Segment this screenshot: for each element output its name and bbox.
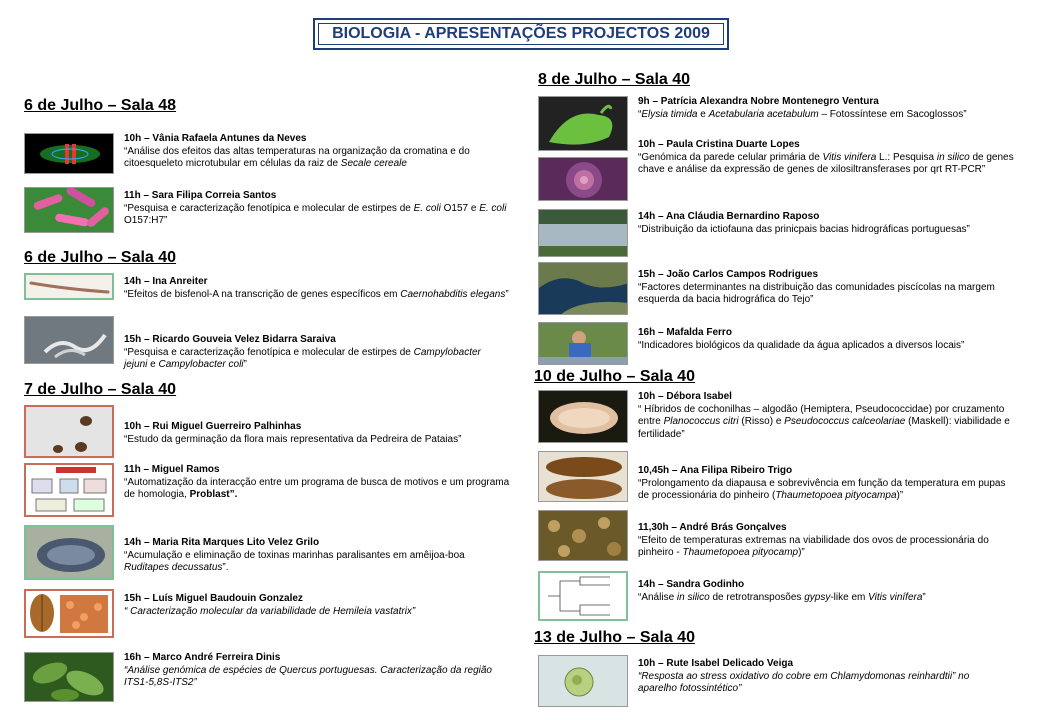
presenter: 10h – Rute Isabel Delicado Veiga	[638, 658, 794, 669]
species-name: Caernohabditis elegans	[400, 288, 506, 300]
sea-slug-image	[538, 96, 628, 151]
caterpillars-image	[538, 510, 628, 561]
presentation-entry	[638, 391, 1013, 441]
worm-image	[24, 273, 114, 300]
presentation-entry	[638, 139, 1018, 177]
species-name: Campylobacter coli	[158, 359, 244, 370]
algae-cell-image	[538, 655, 628, 707]
description: “ Híbridos de cochonilhas – algodão (Hemiptera, Pseudococcidae) por cruzamento entre	[638, 403, 1005, 427]
species-name: Hemileia vastatrix	[333, 605, 412, 617]
page-title: BIOLOGIA - APRESENTAÇÕES PROJECTOS 2009	[318, 23, 724, 45]
description: ”.	[229, 489, 238, 500]
day-heading: 10 de Julho – Sala 40	[534, 368, 695, 385]
species-name: Secale cereale	[340, 158, 407, 169]
pupae-image	[538, 451, 628, 502]
description: “Pesquisa e caracterização fenotípica e molecular de estirpes de	[124, 202, 414, 214]
presentation-entry	[638, 522, 1008, 560]
bacteria-image	[24, 187, 114, 233]
description: de genes chave e análise da expressão de genes de xilosiltransferases por qrt RT-PCR”	[638, 151, 1014, 175]
presentation-entry	[124, 334, 504, 372]
presentation-entry	[124, 276, 509, 301]
presenter: 11h – Miguel Ramos	[124, 464, 220, 475]
description: -like em	[830, 591, 869, 603]
presentation-entry	[124, 464, 514, 502]
presenter: 15h – Luís Miguel Baudouin Gonzalez	[124, 593, 303, 604]
description: “Análise genómica de espécies de Quercus portuguesas. Caracterização da região ITS1-5,8S-ITS2”	[124, 664, 492, 688]
presentation-entry	[638, 211, 998, 236]
presentation-entry	[638, 465, 1008, 503]
species-name: Thaumetopoea pityocampa	[775, 490, 897, 501]
presenter: 16h – Marco André Ferreira Dinis	[124, 652, 281, 663]
description: “Automatização da interacção entre um programa de busca de motivos e um programa de homologia,	[124, 476, 510, 500]
day-heading: 7 de Julho – Sala 40	[24, 381, 177, 398]
description: “	[638, 108, 642, 120]
presenter: 10h – Débora Isabel	[638, 391, 732, 402]
method-term: in silico	[676, 591, 710, 603]
description: de retrotransposões	[709, 591, 805, 603]
day-heading: 13 de Julho – Sala 40	[534, 629, 695, 646]
presenter: 11h – Sara Filipa Correia Santos	[124, 190, 277, 201]
species-name: Elysia timida	[641, 108, 698, 120]
presentation-entry	[124, 652, 499, 690]
description: “Prolongamento da diapausa e sobrevivência em função da temperatura em pupas de processionária do pinheiro (	[638, 477, 1006, 501]
description: ”	[505, 288, 509, 300]
presenter: 10h – Rui Miguel Guerreiro Palhinhas	[124, 421, 302, 432]
workflow-diagram-image	[24, 463, 114, 517]
presentation-entry	[124, 593, 514, 618]
description: (Risso) e	[738, 416, 785, 427]
presentation-entry	[124, 537, 509, 575]
presentation-entry	[638, 658, 1008, 696]
oak-leaves-image	[24, 652, 114, 702]
presenter: 9h – Patrícia Alexandra Nobre Montenegro Ventura	[638, 96, 879, 107]
description: “Genómica da parede celular primária de	[638, 151, 823, 163]
description: “Acumulação e eliminação de toxinas marinhas paralisantes em amêijoa-boa	[124, 549, 465, 561]
description: O157 e	[440, 202, 480, 214]
presenter: 14h – Ana Cláudia Bernardino Raposo	[638, 211, 820, 222]
spindle-image	[24, 133, 114, 174]
presentation-entry	[124, 133, 514, 171]
description: “ Caracterização molecular da variabilidade de	[124, 605, 333, 617]
presentation-entry	[638, 579, 1008, 604]
method-term: in silico	[936, 151, 970, 163]
description: ”	[243, 359, 247, 370]
presentation-entry	[124, 190, 519, 228]
presentation-entry	[638, 96, 1018, 121]
presenter: 10h – Vânia Rafaela Antunes da Neves	[124, 133, 307, 144]
presenter: 16h – Mafalda Ferro	[638, 327, 732, 338]
description: “Factores determinantes na distribuição das comunidades piscícolas na margem esquerda da bacia hidrográfica do Tejo”	[638, 281, 995, 305]
seeds-image	[24, 405, 114, 458]
species-name: E. coli	[413, 202, 441, 214]
mealybug-image	[538, 390, 628, 443]
presenter: 15h – João Carlos Campos Rodrigues	[638, 269, 819, 280]
presenter: 10,45h – Ana Filipa Ribeiro Trigo	[638, 465, 793, 476]
presentation-entry	[638, 327, 1023, 352]
species-name: Ruditapes decussatus	[124, 562, 223, 573]
day-heading: 8 de Julho – Sala 40	[538, 71, 691, 88]
description: “Análise dos efeitos das altas temperaturas na organização da cromatina e do citoesqueleto microtubular em células da raiz de	[124, 145, 470, 169]
species-name: Vitis vinifera	[822, 151, 877, 163]
description: “Efeito de temperaturas extremas na viabilidade dos ovos de processionária do pinheiro -	[638, 534, 989, 558]
description: “Estudo da germinação da flora mais representativa da Pedreira de Pataias”	[124, 433, 462, 445]
description: ”.	[222, 562, 229, 573]
presentation-entry	[124, 421, 514, 446]
description: “Distribuição da ictiofauna das prinicpais bacias hidrográficas portuguesas”	[638, 223, 970, 235]
species-name: Acetabularia acetabulum	[708, 108, 819, 120]
program-name: Problast	[189, 489, 230, 500]
gene-name: gypsy	[804, 591, 831, 603]
species-name: E. coli	[479, 202, 507, 214]
description: “Efeitos de bisfenol-A na transcrição de genes específicos em	[124, 288, 401, 300]
description: )”	[798, 547, 805, 558]
description: “Indicadores biológicos da qualidade da água aplicados a diversos locais”	[638, 339, 965, 351]
presenter: 14h – Ina Anreiter	[124, 276, 208, 287]
species-name: Campylobacter jejuni	[124, 346, 481, 370]
species-name: Pseudococcus calceolariae	[784, 416, 906, 427]
species-name: Thaumetopoea pityocamp	[682, 547, 799, 558]
description: e	[697, 108, 709, 120]
description: )”	[896, 490, 904, 501]
presentation-entry	[638, 269, 998, 307]
clam-image	[24, 525, 114, 580]
title-box	[313, 18, 729, 50]
phylogenetic-tree-image	[538, 571, 628, 621]
description: O157:H7”	[124, 215, 168, 226]
field-sampling-image	[538, 322, 628, 365]
description: L.: Pesquisa	[876, 151, 937, 163]
description: (Maskell): viabilidade e fertilidade”	[638, 416, 1010, 440]
river-image	[538, 209, 628, 257]
presenter: 11,30h – André Brás Gonçalves	[638, 522, 787, 533]
description: ”	[411, 605, 416, 617]
description: – Fotossíntese em Sacoglossos”	[818, 108, 967, 120]
presenter: 14h – Maria Rita Marques Lito Velez Grilo	[124, 537, 320, 548]
presenter: 15h – Ricardo Gouveia Velez Bidarra Saraiva	[124, 334, 336, 345]
species-name: Planococcus citri	[663, 416, 739, 427]
leaf-fungus-image	[24, 589, 114, 638]
species-name: Vitis vinífera	[868, 591, 923, 603]
description: “Pesquisa e caracterização fenotípica e molecular de estirpes de	[124, 346, 414, 358]
presenter: 10h – Paula Cristina Duarte Lopes	[638, 139, 800, 150]
description: “Resposta ao stress oxidativo do cobre em Chlamydomonas reinhardtii” no aparelho fotossintético”	[638, 670, 970, 694]
plant-section-image	[538, 157, 628, 201]
description: e	[147, 359, 159, 370]
day-heading: 6 de Julho – Sala 48	[24, 97, 177, 114]
micrograph-image	[24, 316, 114, 364]
description: ”	[922, 591, 926, 603]
presenter: 14h – Sandra Godinho	[638, 579, 745, 590]
satellite-map-image	[538, 262, 628, 315]
description: “Análise	[638, 591, 677, 603]
day-heading: 6 de Julho – Sala 40	[24, 249, 177, 266]
